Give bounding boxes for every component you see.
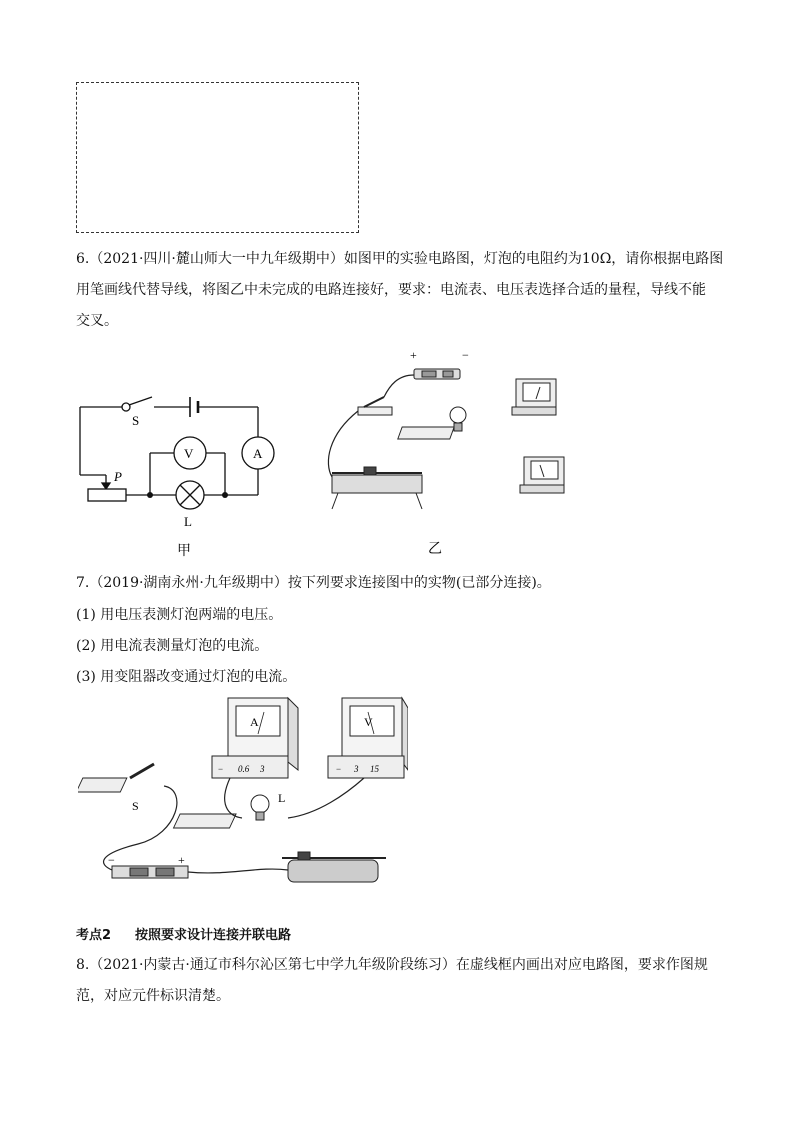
voltmeter-terminal-15: 15: [370, 764, 379, 774]
ammeter-letter: A: [253, 446, 263, 461]
question-8-line-1: 8.（2021·内蒙古·通辽市科尔沁区第七中学九年级阶段练习）在虚线框内画出对应电路图，要求作图规: [76, 957, 708, 973]
label-p: P: [114, 469, 122, 484]
circuit-diagram-jia: [70, 385, 280, 560]
section-title: 按照要求设计连接并联电路: [135, 928, 292, 943]
voltmeter-letter: V: [364, 715, 373, 729]
label-l: L: [184, 514, 192, 529]
question-7-item-3: (3) 用变阻器改变通过灯泡的电流。: [76, 669, 297, 685]
voltmeter-letter: V: [184, 446, 194, 461]
question-7: [76, 568, 726, 599]
apparatus-figure-q7: [78, 694, 408, 889]
battery-minus: −: [462, 348, 469, 362]
section-heading: [76, 924, 315, 943]
ammeter-terminal-minus: −: [218, 764, 224, 774]
question-8: [76, 950, 726, 1012]
apparatus-figure-yi: [318, 345, 588, 560]
battery-plus: +: [178, 853, 185, 867]
ammeter-terminal-3: 3: [260, 764, 265, 774]
battery-plus: +: [410, 348, 417, 362]
question-6-line-2: 用笔画线代替导线，将图乙中未完成的电路连接好，要求：电流表、电压表选择合适的量程，导线不能: [76, 282, 706, 298]
caption-jia: 甲: [177, 544, 191, 559]
ammeter-letter: A: [250, 715, 259, 729]
question-6: [76, 244, 726, 337]
question-8-line-2: 范，对应元件标识清楚。: [76, 988, 230, 1004]
section-tag: 考点2: [76, 928, 112, 943]
question-7-stem: 7.（2019·湖南永州·九年级期中）按下列要求连接图中的实物(已部分连接)。: [76, 575, 551, 591]
question-6-line-3: 交叉。: [76, 313, 118, 329]
question-7-item-2: (2) 用电流表测量灯泡的电流。: [76, 638, 269, 654]
voltmeter-terminal-3: 3: [354, 764, 359, 774]
question-6-line-1: 6.（2021·四川·麓山师大一中九年级期中）如图甲的实验电路图，灯泡的电阻约为10Ω，请你根据电路图: [76, 251, 724, 267]
label-l: L: [278, 791, 286, 805]
ammeter-terminal-06: 0.6: [238, 764, 250, 774]
label-s: S: [132, 799, 139, 813]
question-7-item-1: (1) 用电压表测灯泡两端的电压。: [76, 607, 283, 623]
label-s: S: [132, 413, 140, 428]
battery-minus: −: [108, 853, 115, 867]
answer-box: [76, 82, 359, 233]
caption-yi: 乙: [428, 542, 442, 557]
voltmeter-terminal-minus: −: [336, 764, 342, 774]
